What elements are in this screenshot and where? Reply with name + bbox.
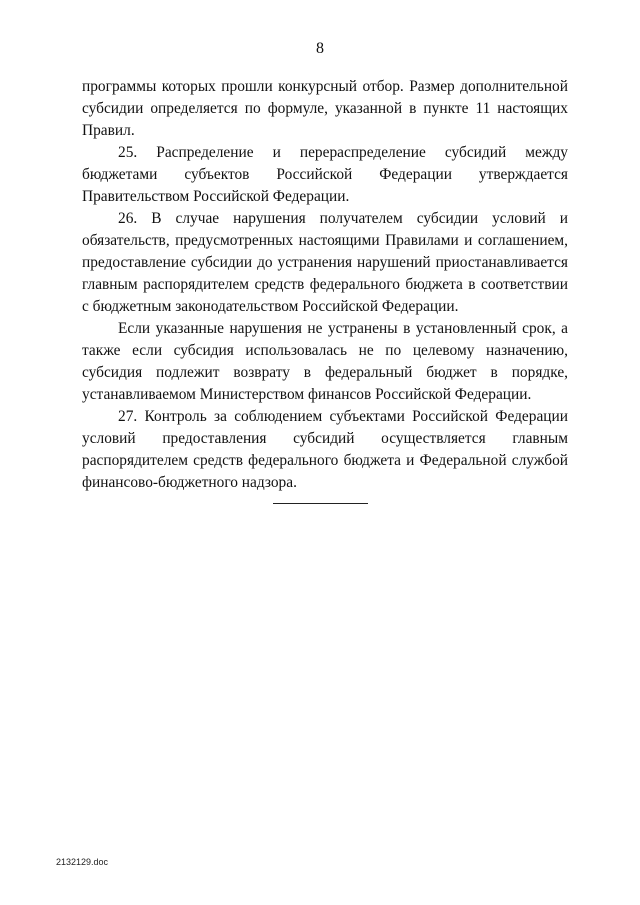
paragraph-item-26-continued: Если указанные нарушения не устранены в установленный срок, а также если субсидия использовалась не по целевому назначению, субсидия подлежит возврату в федеральный бюджет в порядке, устанавливаемом Министерством финансов Российской Федерации.	[82, 320, 568, 403]
paragraph-item-27: 27. Контроль за соблюдением субъектами Российской Федерации условий предоставления субсидий осуществляется главным распорядителем средств федерального бюджета и Федеральной службой финансово-бюджетного надзора.	[82, 408, 568, 491]
document-body	[82, 76, 568, 494]
paragraph-item-26: 26. В случае нарушения получателем субсидии условий и обязательств, предусмотренных настоящими Правилами и соглашением, предоставление субсидии до устранения нарушений приостанавливается главным распорядителем средств федерального бюджета в соответствии с бюджетным законодательством Российской Федерации.	[82, 210, 568, 315]
page-number: 8	[316, 40, 324, 57]
footer-filename: 2132129.doc	[56, 857, 109, 867]
paragraph-continuation: программы которых прошли конкурсный отбор. Размер дополнительной субсидии определяется по формуле, указанной в пункте 11 настоящих Правил.	[82, 78, 568, 139]
end-separator-line	[273, 503, 368, 504]
paragraph-item-25: 25. Распределение и перераспределение субсидий между бюджетами субъектов Российской Федерации утверждается Правительством Российской Федерации.	[82, 144, 568, 205]
